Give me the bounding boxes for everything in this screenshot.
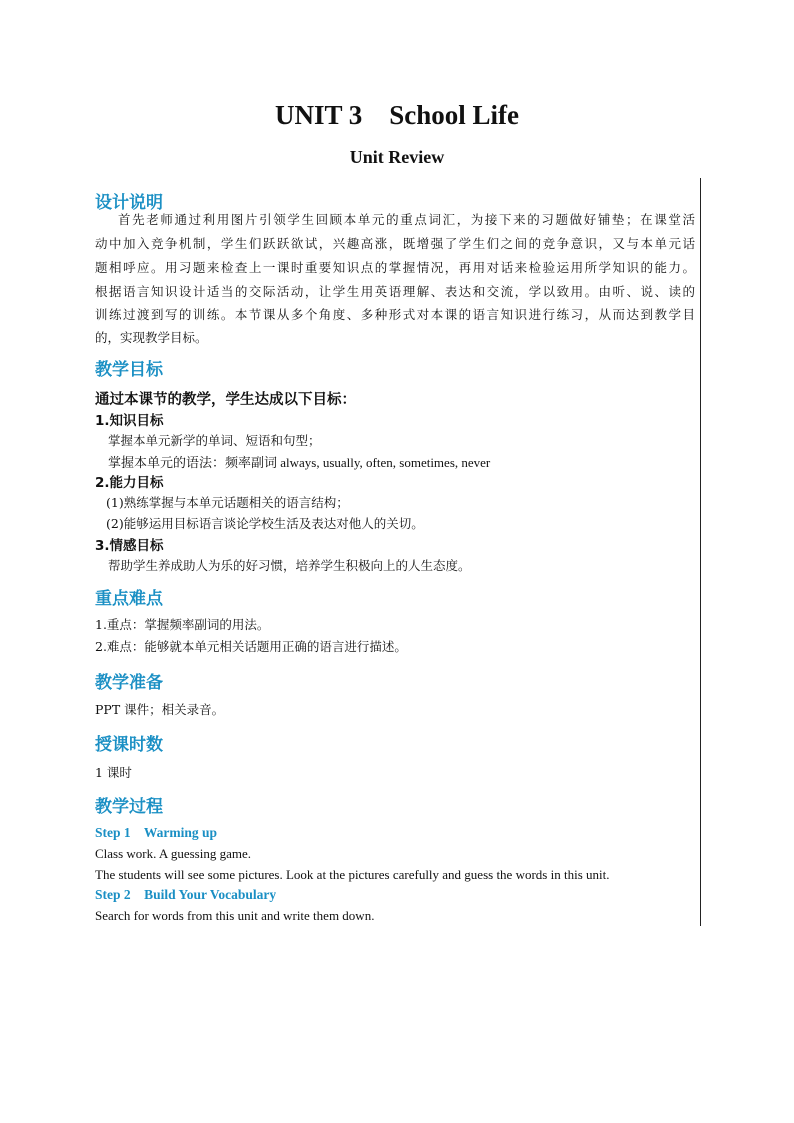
section-heading-hours: 授课时数: [95, 735, 163, 755]
design-line: 首先老师通过利用图片引领学生回顾本单元的重点词汇，为接下来的习题做好铺垫；在课堂活: [118, 212, 695, 227]
step2-line: Search for words from this unit and write them down.: [95, 908, 375, 923]
emotion-label: 3.情感目标: [95, 538, 164, 554]
section-heading-process: 教学过程: [95, 797, 163, 817]
emotion-item: 帮助学生养成助人为乐的好习惯，培养学生积极向上的人生态度。: [108, 558, 471, 573]
design-line: 动中加入竞争机制，学生们跃跃欲试，兴趣高涨，既增强了学生们之间的竞争意识，又与本单元话: [95, 236, 695, 251]
design-line: 题相呼应。用习题来检查上一课时重要知识点的掌握情况，再用对话来检验运用所学知识的能力。: [95, 260, 695, 275]
ability-item: (1)熟练掌握与本单元话题相关的语言结构；: [106, 495, 349, 510]
section-heading-objectives: 教学目标: [95, 360, 163, 380]
objectives-intro: 通过本课节的教学，学生达成以下目标：: [95, 392, 356, 408]
keypoint-item: 2.难点：能够就本单元相关话题用正确的语言进行描述。: [95, 639, 407, 654]
design-line: 根据语言知识设计适当的交际活动，让学生用英语理解、表达和交流，学以致用。由听、说、读的: [95, 284, 695, 299]
step2-title: Step 2 Build Your Vocabulary: [95, 887, 277, 902]
knowledge-item: 掌握本单元的语法：频率副词 always, usually, often, sometimes, never: [108, 455, 491, 470]
hours-text: 1 课时: [95, 765, 132, 780]
document-title: UNIT 3 School Life: [274, 100, 520, 130]
knowledge-label: 1.知识目标: [95, 413, 164, 429]
section-heading-keypoints: 重点难点: [95, 589, 163, 609]
document-subtitle: Unit Review: [349, 147, 445, 167]
step1-line: The students will see some pictures. Look at the pictures carefully and guess the words in this unit.: [95, 867, 610, 882]
step1-title: Step 1 Warming up: [95, 825, 218, 840]
step1-line: Class work. A guessing game.: [95, 846, 251, 861]
margin-line: [700, 178, 701, 926]
prep-text: PPT 课件；相关录音。: [95, 702, 225, 717]
ability-item: (2)能够运用目标语言谈论学校生活及表达对他人的关切。: [106, 516, 424, 531]
knowledge-item: 掌握本单元新学的单词、短语和句型；: [108, 433, 321, 448]
section-heading-design: 设计说明: [95, 193, 163, 213]
design-line: 训练过渡到写的训练。本节课从多个角度、多种形式对本课的语言知识进行练习，从而达到教学目: [95, 307, 695, 322]
keypoint-item: 1.重点：掌握频率副词的用法。: [95, 617, 270, 632]
ability-label: 2.能力目标: [95, 475, 164, 491]
design-line: 的，实现教学目标。: [95, 330, 208, 345]
section-heading-prep: 教学准备: [95, 673, 163, 693]
